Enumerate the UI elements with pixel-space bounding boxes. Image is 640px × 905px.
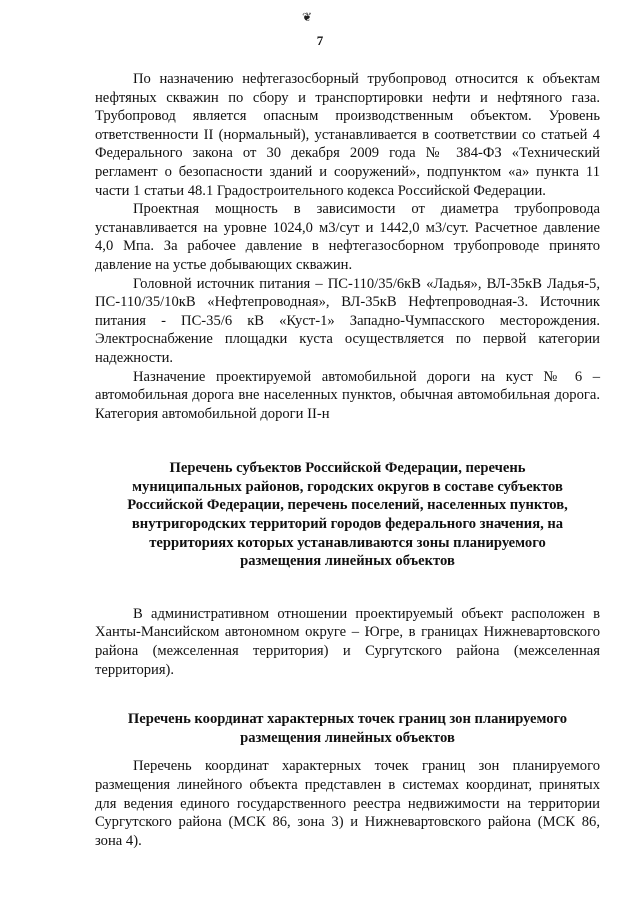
document-body: [95, 70, 600, 850]
heading-coordinates-list: Перечень координат характерных точек границ зон планируемого размещения линейных объектов: [127, 711, 568, 746]
paragraph-administrative-location: В административном отношении проектируемый объект расположен в Ханты-Мансийском автономном округе – Югре, в границах Нижневартовского района (межселенная территория) и Сургутского района (межселенная территория).: [95, 605, 600, 678]
paragraph-power-source: Головной источник питания – ПС-110/35/6кВ «Ладья», ВЛ-35кВ Ладья-5, ПС-110/35/10кВ «Нефтепроводная», ВЛ-35кВ Нефтепроводная-3. Источник питания - ПС-35/6 кВ «Куст-1» Западно-Чумпасского месторождения. Электроснабжение площадки куста осуществляется по первой категории надежности.: [95, 275, 600, 366]
spacer: [95, 423, 600, 459]
paragraph-design-capacity: Проектная мощность в зависимости от диаметра трубопровода устанавливается на уровне 1024,0 м3/сут и 1442,0 м3/сут. Расчетное давление 4,0 Мпа. За рабочее давление в нефтегазосборном трубопроводе принято давление на устье добывающих скважин.: [95, 201, 600, 273]
spacer: [95, 747, 600, 757]
paragraph-road-purpose: Назначение проектируемой автомобильной дороги на куст № 6 – автомобильная дорога вне населенных пунктов, обычная автомобильная дорога. Категория автомобильной дороги II-н: [95, 368, 600, 422]
spacer: [95, 679, 600, 710]
page-number: 7: [316, 33, 324, 48]
heading-federation-subjects: Перечень субъектов Российской Федерации, перечень муниципальных районов, городских округов в составе субъектов Российской Федерации, перечень поселений, населенных пунктов, внутригородских территорий городов федерального значения, на территориях которых устанавливаются зоны планируемого размещения линейных объектов: [127, 460, 568, 570]
paragraph-coordinate-systems: Перечень координат характерных точек границ зон планируемого размещения линейного объекта представлен в системах координат, принятых для ведения единого государственного реестра недвижимости на территории Сургутского района (МСК 86, зона 3) и Нижневартовского района (МСК 86, зона 4).: [95, 758, 600, 849]
paragraph-pipeline-purpose: По назначению нефтегазосборный трубопровод относится к объектам нефтяных скважин по сбору и транспортировки нефти и нефтяного газа. Трубопровод является опасным производственным объектом. Уровень ответственности II (нормальный), устанавливается в соответствии со статьей 4 Федерального закона от 30 декабря 2009 года № 384-ФЗ «Технический регламент о безопасности зданий и сооружений», подпунктом «а» пункта 11 части 1 статьи 48.1 Градостроительного кодекса Российской Федерации.: [95, 71, 600, 199]
scan-mark-icon: ❦: [302, 10, 313, 24]
spacer: [95, 571, 600, 605]
